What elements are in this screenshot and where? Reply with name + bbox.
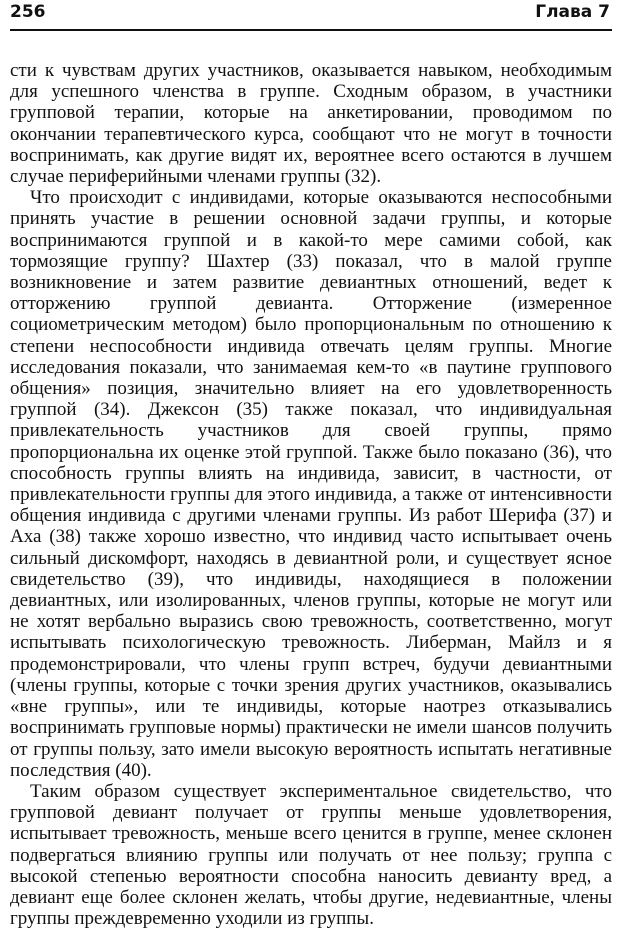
page-number: 256 xyxy=(10,2,46,22)
paragraph-continuation: сти к чувствам других участников, оказывается навыком, необходимым для успешного членства в группе. Сходным образом, в участники групповой терапии, которые на анкетировании, проводимом по окончании терапевтического курса, сообщают что не могут в точности воспринимать, как другие видят их, вероятнее всего остаются в лучшем случае периферийными членами группы (32). xyxy=(10,60,612,188)
chapter-title: Глава 7 xyxy=(535,2,610,22)
header-rule xyxy=(10,29,612,31)
paragraph: Таким образом существует экспериментальное свидетельство, что групповой девиант получает от группы меньше удовлетворения, испытывает тревожность, меньше всего ценится в группе, менее склонен подвергаться влиянию группы или получать от нее пользу; группа с высокой степенью вероятности способна наносить девианту вред, а девиант еще более склонен желать, чтобы другие, недевиантные, члены группы преждевременно уходили из группы. xyxy=(10,780,612,929)
running-header xyxy=(10,0,612,30)
body-text xyxy=(10,60,612,929)
paragraph: Что происходит с индивидами, которые оказываются неспособными принять участие в решении основной задачи группы, и которые воспринимаются группой и в какой-то мере самими собой, как тормозящие группу? Шахтер (33) показал, что в малой группе возникновение и затем развитие девиантных отношений, ведет к отторжению группой девианта. Отторжение (измеренное социометрическим методом) было пропорциональным по отношению к степени неспособности индивида отвечать целям группы. Многие исследования показали, что занимаемая кем-то «в паутине группового общения» позиция, значительно влияет на его удовлетворенность группой (34). Джексон (35) также показал, что индивидуальная привлекательность участников для своей группы, прямо пропорциональна их оценке этой группой. Также было показано (36), что способность группы влиять на индивида, зависит, в частности, от привлекательности группы для этого индивида, а также от интенсивности общения индивида с другими членами группы. Из работ Шерифа (37) и Аха (38) также хорошо известно, что индивид часто испытывает очень сильный дискомфорт, находясь в девиантной роли, и существует ясное свидетельство (39), что индивиды, находящиеся в положении девиантных, или изолированных, членов группы, которые не могут или не хотят вербально выразись свою тревожность, соответственно, могут испытывать психологическую тревожность. Либерман, Майлз и я продемонстрировали, что члены групп встреч, будучи девиантными (члены группы, которые с точки зрения других участников, оказывались «вне группы», или те индивиды, которые наотрез отказывались воспринимать групповые нормы) практически не имели шансов получить от группы пользу, зато имели высокую вероятность испытать негативные последствия (40). xyxy=(10,187,612,781)
